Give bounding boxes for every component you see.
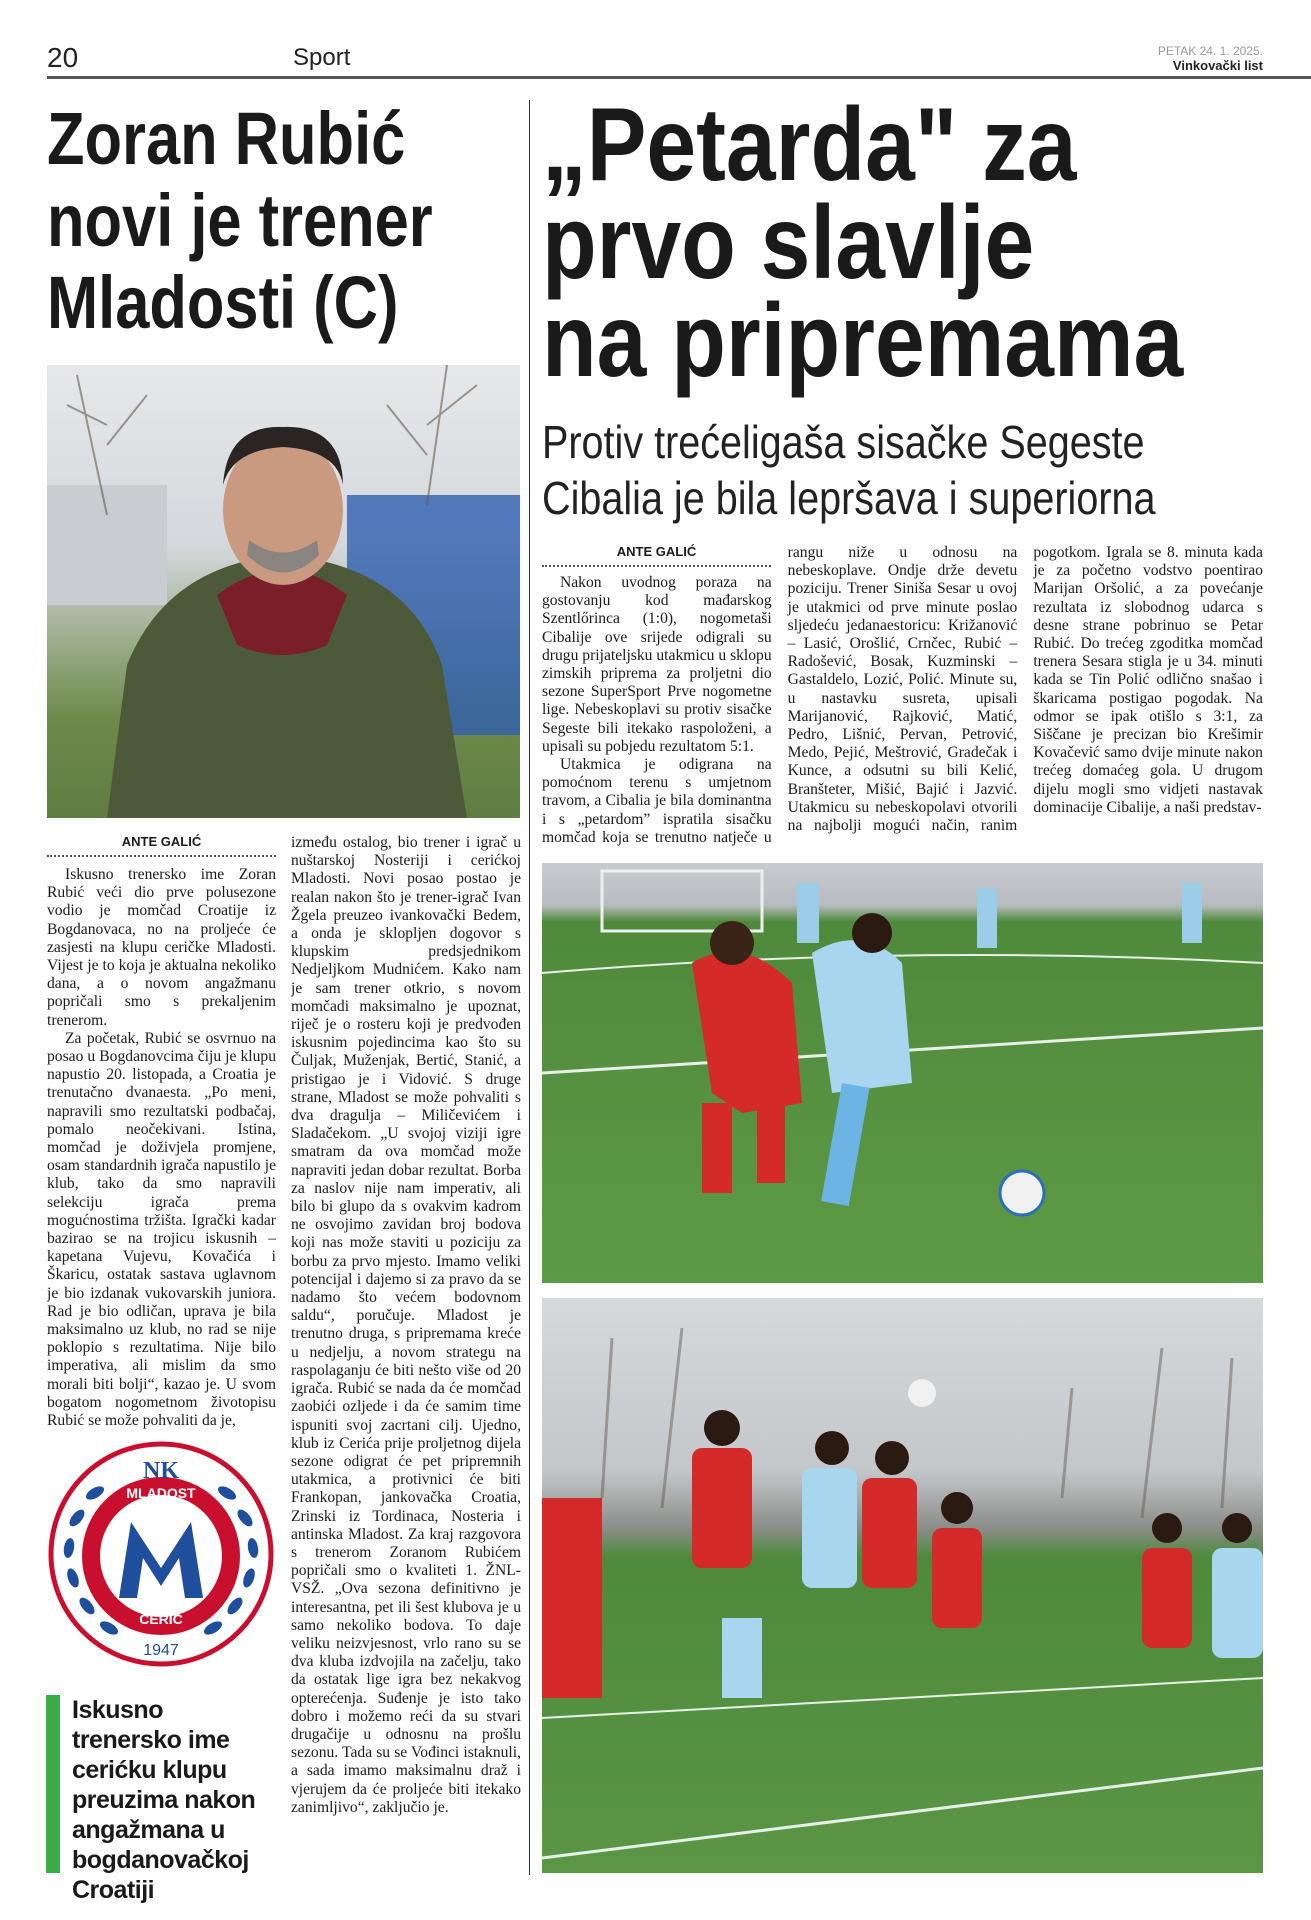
paragraph: Nakon uvodnog poraza na gostovanju kod mađarskog Szentlőrinca (1:0), nogometaši Cibalije ove srijede odigrali su drugu prijateljsku utakmicu u sklopu zimskih priprema za proljetni dio sezone SuperSport Prve nogometne lige. Nebeskoplavi su protiv sisačke Segeste bili itekako raspoloženi, a upisali su pobjedu rezultatom 5:1. (542, 574, 772, 755)
match-photo-2 (542, 1298, 1263, 1873)
left-byline: ANTE GALIĆ (47, 834, 276, 857)
logo-nk-text: NK (143, 1458, 179, 1484)
headline-line: na pripremama (542, 283, 1184, 399)
coach-portrait-photo (47, 365, 520, 818)
subheadline-line: Cibalia je bila lepršava i superiorna (542, 472, 1156, 524)
headline-line: novi je trener (47, 179, 433, 262)
right-article-body (542, 544, 1263, 849)
headline-line: prvo slavlje (542, 185, 1035, 301)
paragraph: Za početak, Rubić se osvrnuo na posao u Bogdanovcima čiju je klupu napustio 20. listopada, a Croatia je trenutačno dvanaesta. „Po meni, napravili smo rezultatski podbačaj, pomalo neočekivani. Istina, momčad je doživjela promjene, osam standardnih igrača napustilo je klub, tako da smo napravili selekciju igrača prema mogućnostima tržišta. Igrački kadar bazirao se na trojicu iskusnih – kapetana Vujevu, Kovačića i Škaricu, ostatak sastava uglavnom je bio izdanak vukovarskih juniora. Rad je bio odličan, uprava je bila maksimalno uz klub, no rad se nije poklopio s rezultatima. Nije bilo imperativa, ali mislim da smo morali biti bolji“, kazao je. U svom bogatom nogometnom životopisu Rubić se može pohvaliti da je, (47, 1029, 276, 1430)
headline-line: Mladosti (C) (47, 261, 399, 344)
header-rule (47, 76, 1311, 79)
right-headline (542, 87, 1288, 399)
logo-bottom-text: CERIĆ (139, 1611, 183, 1627)
left-article-body-col2 (291, 834, 521, 1879)
headline-line: Zoran Rubić (47, 97, 406, 180)
logo-ring-text: MLADOST (126, 1485, 196, 1501)
headline-line: „Petarda" za (542, 87, 1077, 203)
left-headline (47, 98, 512, 344)
page-number: 20 (47, 42, 79, 73)
nk-mladost-ceric-logo (47, 1438, 276, 1671)
paragraph: između ostalog, bio trener i igrač u nuštarskoj Nosteriji i cerićkoj Mladosti. Novi posao postao je realan nakon što je trener-igrač Ivan Žgela preuzeo ivankovački Bedem, a onda je sklopljen dogovor s klupskim predsjednikom Nedjeljkom Mudnićem. Kako nam je sam trener otkrio, s novom momčadi maksimalno je upoznat, riječ je o rosteru koji je predvođen iskusnim pojedincima kao što su Čuljak, Muženjak, Bertić, Stanić, a pristigao je i Vidović. S druge strane, Mladost se može pohvaliti s dva dragulja – Miličevićem i Sladačekom. „U svojoj viziji igre smatram da ova momčad može napraviti jedan dobar rezultat. Borba za naslov nije nam imperativ, ali bilo bi glupo da s ovakvim kadrom ne osvojimo zavidan broj bodova koji nas može staviti u poziciju za borbu za prvo mjesto. Imamo veliki potencijal i dajemo si za pravo da se nadamo što većem bodovnom saldu“, poručuje. Mladost je trenutno druga, s pripremama kreće u nedjelju, a novom strategu na raspolaganju će biti nešto više od 20 igrača. Rubić se nada da će momčad zaobići ozljede i da će samim time ispuniti svoj zacrtani cilj. Ujedno, klub iz Cerića prije proljetnog dijela sezone odigrat će pet pripremnih utakmica, a protivnici će biti Frankopan, jankovačka Croatia, Zrinski iz Tordinaca, Nosteria i antinska Mladost. Za kraj razgovora s trenerom Zoranom Rubićem popričali smo o kvaliteti 1. ŽNL-VSŽ. „Ova sezona definitivno je interesantna, pet ili šest klubova je u samo nekoliko bodova. To daje veliku neizvjesnost, vrlo rano su se dva kluba izdvojila na začelju, tako da ostatak lige igra bez nekakvog opterećenja. Suđenje je isto tako dobro i možemo reći da su stvari drugačije u odnosnu na prošlu sezonu. Tada su se Vođinci istaknuli, a sada imamo maksimalnu draž i vjerujem da će proljeće biti itekako zanimljivo“, zaključio je. (291, 834, 521, 1816)
logo-year-text: 1947 (143, 1642, 179, 1659)
publication-name: Vinkovački list (1172, 58, 1263, 73)
paragraph: Utakmica je odigrana na pomoćnom terenu s umjetnom travom, a Cibalia je bila dominantna i s „petardom” ispratila sisačku momčad koja se trenutno natječe u rangu niže u odnosu na nebeskoplave. Ondje drže devetu poziciju. Trener Siniša Sesar u ovoj je utakmici od prve minute poslao sljedeću jedanaestoricu: Križanović – Lasić, Orošlić, Crnčec, Rubić – Radošević, Bosak, Kuzminski – Gastaldelo, Lozić, Polić. Minute su, u nastavku susreta, upisali Marijanović, Rajković, Matić, Pedro, Lišnić, Pervan, Petrović, Medo, Pejić, Meštrović, Gradečak i Kunce, a odsutni su bili Kelić, Branšteter, Mišić, Bajić i Jazvić. Utakmicu su nebeskopolavi otvorili na najbolji mogući način, ranim pogotkom. Igrala se 8. minuta kada je za početno vodstvo poentirao Marijan Oršolić, a za povećanje rezultata iz slobodnog udarca s desne strane pobrinuo se Petar Rubić. Do trećeg zgoditka momčad trenera Sesara stigla je u 34. minuti kada se Tin Polić odlično snašao i škaricama postigao pogodak. Na odmor se ipak otišlo s 3:1, za Siščane je precizan bio Krešimir Kovačević samo dvije minute nakon trećeg domaćeg gola. U drugom dijelu mogli smo vidjeti nastavak dominacije Cibalije, a naši predstav- (542, 544, 1263, 846)
column-divider (529, 100, 530, 1875)
paragraph: Iskusno trenersko ime Zoran Rubić veći dio prve polusezone vodio je momčad Croatije iz Bogdanovaca, no na proljeće će zasjesti na klupu ceričke Mladosti. Vijest je to koja je aktualna nekoliko dana, a o novom angažmanu popričali smo s prekaljenim trenerom. (47, 866, 276, 1029)
issue-date: PETAK 24. 1. 2025. (1157, 44, 1263, 58)
right-byline: ANTE GALIĆ (542, 544, 771, 567)
right-subheadline (542, 414, 1255, 526)
pull-quote: Iskusno trenersko ime cerićku klupu preuzima nakon angažmana u bogdanovačkoj Croatiji (46, 1695, 276, 1873)
left-article-body-col1 (47, 866, 276, 1431)
subheadline-line: Protiv trećeligaša sisačke Segeste (542, 416, 1145, 468)
match-photo-1 (542, 863, 1263, 1283)
section-title: Sport (293, 44, 351, 71)
